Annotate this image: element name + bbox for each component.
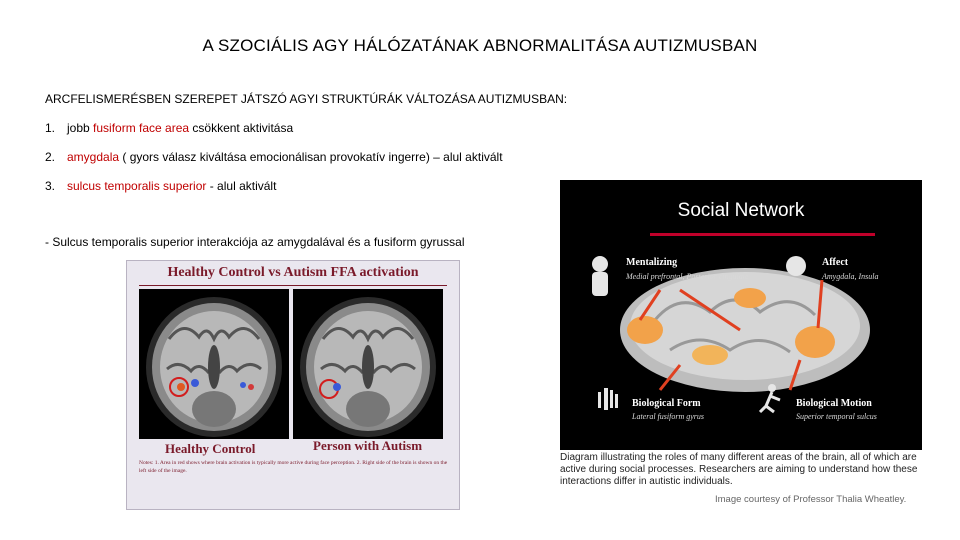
interaction-note: - Sulcus temporalis superior interakciója az amygdalával és a fusiform gyrussal [45, 235, 465, 249]
item-highlight: amygdala [67, 150, 120, 164]
image-credit: Image courtesy of Professor Thalia Wheatley. [715, 494, 907, 505]
biological-motion-label: Biological Motion [796, 398, 872, 409]
item-highlight: fusiform face area [93, 121, 190, 135]
figure-notes: Notes: 1. Area in red shows where brain activation is typically more active during face perception. 2. Right side of the brain is shown on the left side of the image. [139, 460, 448, 474]
healthy-control-scan [139, 289, 289, 439]
biological-form-regions: Lateral fusiform gyrus [632, 412, 705, 421]
list-item-1 [45, 121, 293, 135]
autism-scan [293, 289, 443, 439]
brain-illustration [560, 180, 922, 450]
mentalizing-regions: Medial prefrontal, Posterior cingulate [626, 272, 749, 281]
figure-caption: Diagram illustrating the roles of many different areas of the brain, all of which are active during social processes. Researchers are aiming to understand how these interactions differ in autistic individuals. [560, 452, 918, 487]
figure-title: Social Network [677, 200, 805, 221]
list-item-2 [45, 150, 503, 164]
item-prefix: jobb [67, 121, 94, 135]
affect-label: Affect [822, 257, 849, 268]
social-network-figure [560, 180, 922, 450]
ffa-activation-figure [126, 260, 460, 510]
healthy-control-label: Healthy Control [165, 441, 256, 456]
item-number: 2. [45, 150, 56, 164]
figure-header: Healthy Control vs Autism FFA activation [167, 265, 419, 280]
item-number: 3. [45, 179, 56, 193]
autism-label: Person with Autism [313, 438, 423, 453]
biological-motion-regions: Superior temporal sulcus [796, 412, 877, 421]
item-text: csökkent aktivitása [189, 121, 294, 135]
affect-regions: Amygdala, Insula [822, 272, 879, 281]
page-title: A SZOCIÁLIS AGY HÁLÓZATÁNAK ABNORMALITÁSA AUTIZMUSBAN [202, 36, 758, 55]
mentalizing-label: Mentalizing [626, 257, 678, 268]
item-highlight: sulcus temporalis superior [67, 179, 207, 193]
biological-form-label: Biological Form [632, 398, 701, 409]
list-item-3 [45, 179, 276, 193]
section-subtitle: ARCFELISMERÉSBEN SZEREPET JÁTSZÓ AGYI STRUKTÚRÁK VÁLTOZÁSA AUTIZMUSBAN: [45, 92, 568, 106]
item-text: ( gyors válasz kiváltása emocionálisan provokatív ingerre) – alul aktivált [119, 150, 503, 164]
item-number: 1. [45, 121, 56, 135]
item-text: - alul aktivált [206, 179, 277, 193]
header-divider [139, 285, 447, 286]
